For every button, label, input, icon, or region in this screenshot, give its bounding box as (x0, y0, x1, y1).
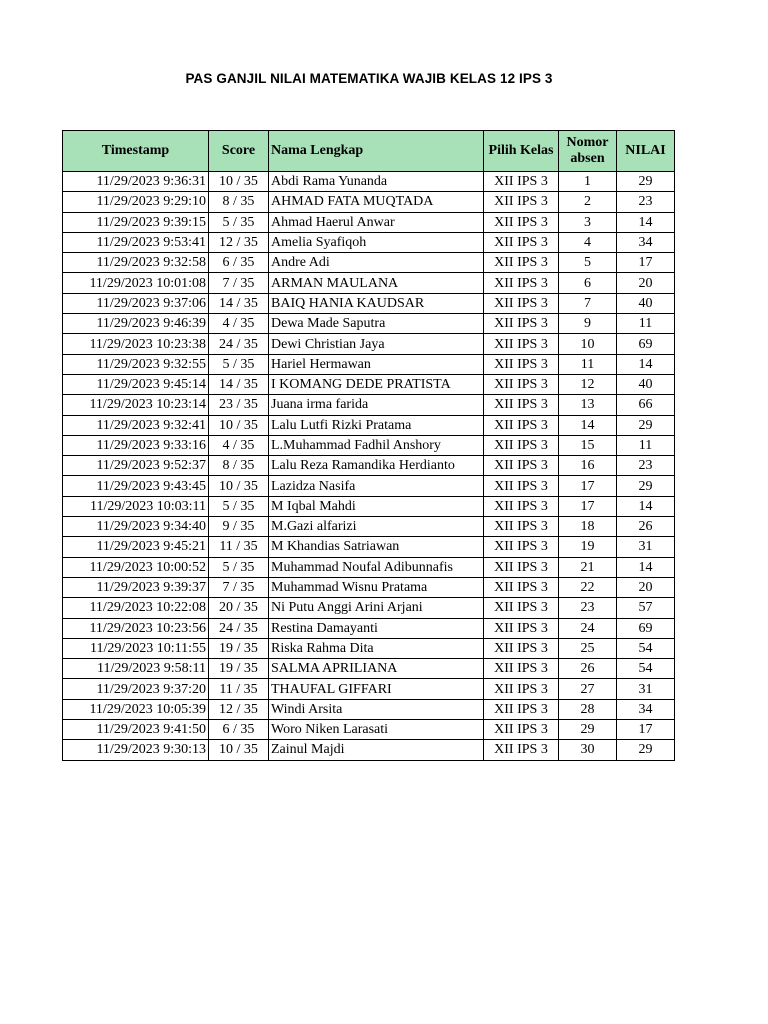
header-nomor-absen-line1: Nomor (566, 135, 609, 150)
table-row (63, 537, 675, 557)
cell-nomor-absen: 4 (559, 232, 617, 252)
cell-nilai: 69 (617, 334, 675, 354)
cell-nomor-absen: 10 (559, 334, 617, 354)
cell-pilih-kelas: XII IPS 3 (484, 192, 559, 212)
cell-timestamp: 11/29/2023 9:32:41 (63, 415, 209, 435)
table-row (63, 659, 675, 679)
document-title: PAS GANJIL NILAI MATEMATIKA WAJIB KELAS 12 IPS 3 (185, 71, 553, 86)
table-row (63, 557, 675, 577)
table-row (63, 293, 675, 313)
cell-nilai: 23 (617, 456, 675, 476)
table-row (63, 435, 675, 455)
cell-nama-lengkap: M Iqbal Mahdi (269, 496, 484, 516)
cell-nama-lengkap: Muhammad Noufal Adibunnafis (269, 557, 484, 577)
cell-score: 12 / 35 (209, 232, 269, 252)
cell-pilih-kelas: XII IPS 3 (484, 172, 559, 192)
cell-nomor-absen: 23 (559, 598, 617, 618)
header-nama-lengkap: Nama Lengkap (269, 131, 484, 172)
cell-score: 6 / 35 (209, 720, 269, 740)
cell-score: 24 / 35 (209, 334, 269, 354)
cell-pilih-kelas: XII IPS 3 (484, 659, 559, 679)
cell-nilai: 54 (617, 638, 675, 658)
cell-timestamp: 11/29/2023 10:23:56 (63, 618, 209, 638)
cell-nilai: 29 (617, 740, 675, 760)
cell-timestamp: 11/29/2023 9:29:10 (63, 192, 209, 212)
cell-nama-lengkap: SALMA APRILIANA (269, 659, 484, 679)
cell-score: 11 / 35 (209, 537, 269, 557)
cell-score: 10 / 35 (209, 740, 269, 760)
cell-pilih-kelas: XII IPS 3 (484, 496, 559, 516)
cell-nomor-absen: 18 (559, 517, 617, 537)
cell-nilai: 20 (617, 273, 675, 293)
table-header-row (63, 131, 675, 172)
cell-nama-lengkap: Hariel Hermawan (269, 354, 484, 374)
cell-nama-lengkap: Abdi Rama Yunanda (269, 172, 484, 192)
table-row (63, 374, 675, 394)
table-row (63, 496, 675, 516)
cell-nilai: 11 (617, 435, 675, 455)
cell-nomor-absen: 14 (559, 415, 617, 435)
cell-nilai: 40 (617, 374, 675, 394)
cell-nomor-absen: 24 (559, 618, 617, 638)
cell-nomor-absen: 12 (559, 374, 617, 394)
cell-timestamp: 11/29/2023 9:39:15 (63, 212, 209, 232)
cell-pilih-kelas: XII IPS 3 (484, 598, 559, 618)
header-nilai: NILAI (617, 131, 675, 172)
cell-timestamp: 11/29/2023 9:45:21 (63, 537, 209, 557)
cell-nomor-absen: 29 (559, 720, 617, 740)
cell-nama-lengkap: Lalu Lutfi Rizki Pratama (269, 415, 484, 435)
cell-nama-lengkap: Dewa Made Saputra (269, 314, 484, 334)
cell-nama-lengkap: Lalu Reza Ramandika Herdianto (269, 456, 484, 476)
cell-timestamp: 11/29/2023 10:00:52 (63, 557, 209, 577)
cell-nama-lengkap: Amelia Syafiqoh (269, 232, 484, 252)
cell-score: 5 / 35 (209, 212, 269, 232)
cell-pilih-kelas: XII IPS 3 (484, 253, 559, 273)
cell-pilih-kelas: XII IPS 3 (484, 638, 559, 658)
cell-nilai: 14 (617, 496, 675, 516)
cell-score: 14 / 35 (209, 293, 269, 313)
cell-nama-lengkap: BAIQ HANIA KAUDSAR (269, 293, 484, 313)
header-nomor-absen (559, 131, 617, 172)
cell-timestamp: 11/29/2023 9:37:20 (63, 679, 209, 699)
cell-score: 6 / 35 (209, 253, 269, 273)
cell-nilai: 11 (617, 314, 675, 334)
cell-nilai: 40 (617, 293, 675, 313)
cell-nilai: 69 (617, 618, 675, 638)
table-row (63, 720, 675, 740)
cell-nomor-absen: 21 (559, 557, 617, 577)
cell-score: 5 / 35 (209, 354, 269, 374)
table-row (63, 476, 675, 496)
cell-timestamp: 11/29/2023 9:33:16 (63, 435, 209, 455)
cell-nilai: 34 (617, 699, 675, 719)
cell-nilai: 66 (617, 395, 675, 415)
cell-nilai: 29 (617, 172, 675, 192)
cell-nama-lengkap: Zainul Majdi (269, 740, 484, 760)
cell-nama-lengkap: AHMAD FATA MUQTADA (269, 192, 484, 212)
cell-pilih-kelas: XII IPS 3 (484, 354, 559, 374)
cell-score: 4 / 35 (209, 435, 269, 455)
cell-score: 9 / 35 (209, 517, 269, 537)
cell-pilih-kelas: XII IPS 3 (484, 537, 559, 557)
cell-nilai: 31 (617, 679, 675, 699)
cell-timestamp: 11/29/2023 9:32:58 (63, 253, 209, 273)
cell-pilih-kelas: XII IPS 3 (484, 577, 559, 597)
cell-nilai: 54 (617, 659, 675, 679)
cell-score: 7 / 35 (209, 577, 269, 597)
cell-timestamp: 11/29/2023 9:45:14 (63, 374, 209, 394)
cell-timestamp: 11/29/2023 10:23:38 (63, 334, 209, 354)
cell-nomor-absen: 17 (559, 476, 617, 496)
cell-nama-lengkap: L.Muhammad Fadhil Anshory (269, 435, 484, 455)
cell-nilai: 29 (617, 415, 675, 435)
cell-pilih-kelas: XII IPS 3 (484, 699, 559, 719)
cell-nomor-absen: 5 (559, 253, 617, 273)
table-row (63, 395, 675, 415)
cell-score: 11 / 35 (209, 679, 269, 699)
cell-timestamp: 11/29/2023 9:52:37 (63, 456, 209, 476)
cell-nomor-absen: 30 (559, 740, 617, 760)
cell-pilih-kelas: XII IPS 3 (484, 293, 559, 313)
cell-nomor-absen: 1 (559, 172, 617, 192)
cell-timestamp: 11/29/2023 9:30:13 (63, 740, 209, 760)
cell-nomor-absen: 27 (559, 679, 617, 699)
cell-pilih-kelas: XII IPS 3 (484, 212, 559, 232)
cell-pilih-kelas: XII IPS 3 (484, 435, 559, 455)
cell-score: 7 / 35 (209, 273, 269, 293)
cell-score: 14 / 35 (209, 374, 269, 394)
cell-nilai: 29 (617, 476, 675, 496)
cell-score: 10 / 35 (209, 172, 269, 192)
cell-nama-lengkap: ARMAN MAULANA (269, 273, 484, 293)
cell-pilih-kelas: XII IPS 3 (484, 415, 559, 435)
cell-nama-lengkap: Ni Putu Anggi Arini Arjani (269, 598, 484, 618)
table-row (63, 232, 675, 252)
cell-nilai: 23 (617, 192, 675, 212)
cell-nilai: 26 (617, 517, 675, 537)
cell-score: 20 / 35 (209, 598, 269, 618)
cell-pilih-kelas: XII IPS 3 (484, 395, 559, 415)
cell-nomor-absen: 3 (559, 212, 617, 232)
cell-timestamp: 11/29/2023 10:03:11 (63, 496, 209, 516)
table-row (63, 172, 675, 192)
cell-score: 10 / 35 (209, 415, 269, 435)
cell-nomor-absen: 9 (559, 314, 617, 334)
table-row (63, 273, 675, 293)
cell-nilai: 17 (617, 253, 675, 273)
table-row (63, 638, 675, 658)
cell-nama-lengkap: THAUFAL GIFFARI (269, 679, 484, 699)
cell-nilai: 34 (617, 232, 675, 252)
cell-timestamp: 11/29/2023 9:36:31 (63, 172, 209, 192)
table-row (63, 598, 675, 618)
cell-nama-lengkap: Riska Rahma Dita (269, 638, 484, 658)
cell-timestamp: 11/29/2023 9:53:41 (63, 232, 209, 252)
cell-score: 5 / 35 (209, 557, 269, 577)
cell-nama-lengkap: Windi Arsita (269, 699, 484, 719)
cell-nama-lengkap: Andre Adi (269, 253, 484, 273)
cell-pilih-kelas: XII IPS 3 (484, 476, 559, 496)
cell-nilai: 20 (617, 577, 675, 597)
cell-nomor-absen: 2 (559, 192, 617, 212)
cell-pilih-kelas: XII IPS 3 (484, 374, 559, 394)
header-timestamp: Timestamp (63, 131, 209, 172)
cell-pilih-kelas: XII IPS 3 (484, 314, 559, 334)
cell-pilih-kelas: XII IPS 3 (484, 456, 559, 476)
table-row (63, 415, 675, 435)
cell-nilai: 14 (617, 557, 675, 577)
table-row (63, 679, 675, 699)
cell-score: 12 / 35 (209, 699, 269, 719)
cell-nama-lengkap: Muhammad Wisnu Pratama (269, 577, 484, 597)
cell-timestamp: 11/29/2023 9:32:55 (63, 354, 209, 374)
cell-score: 4 / 35 (209, 314, 269, 334)
cell-nomor-absen: 13 (559, 395, 617, 415)
cell-timestamp: 11/29/2023 10:05:39 (63, 699, 209, 719)
cell-timestamp: 11/29/2023 9:34:40 (63, 517, 209, 537)
cell-pilih-kelas: XII IPS 3 (484, 740, 559, 760)
cell-nilai: 14 (617, 354, 675, 374)
cell-timestamp: 11/29/2023 10:22:08 (63, 598, 209, 618)
cell-score: 23 / 35 (209, 395, 269, 415)
table-row (63, 618, 675, 638)
cell-nama-lengkap: Ahmad Haerul Anwar (269, 212, 484, 232)
cell-score: 10 / 35 (209, 476, 269, 496)
table-row (63, 334, 675, 354)
cell-nilai: 57 (617, 598, 675, 618)
cell-nama-lengkap: M.Gazi alfarizi (269, 517, 484, 537)
cell-nomor-absen: 15 (559, 435, 617, 455)
cell-nama-lengkap: Woro Niken Larasati (269, 720, 484, 740)
table-body (63, 172, 675, 761)
cell-timestamp: 11/29/2023 9:58:11 (63, 659, 209, 679)
table-row (63, 253, 675, 273)
cell-nilai: 17 (617, 720, 675, 740)
header-nomor-absen-line2: absen (570, 151, 605, 166)
cell-pilih-kelas: XII IPS 3 (484, 273, 559, 293)
header-pilih-kelas: Pilih Kelas (484, 131, 559, 172)
cell-nama-lengkap: Dewi Christian Jaya (269, 334, 484, 354)
cell-pilih-kelas: XII IPS 3 (484, 517, 559, 537)
header-score: Score (209, 131, 269, 172)
table-row (63, 740, 675, 760)
cell-nilai: 31 (617, 537, 675, 557)
cell-nomor-absen: 16 (559, 456, 617, 476)
cell-nama-lengkap: I KOMANG DEDE PRATISTA (269, 374, 484, 394)
cell-nomor-absen: 28 (559, 699, 617, 719)
table-row (63, 456, 675, 476)
cell-score: 8 / 35 (209, 192, 269, 212)
cell-nomor-absen: 25 (559, 638, 617, 658)
cell-timestamp: 11/29/2023 10:01:08 (63, 273, 209, 293)
cell-nomor-absen: 11 (559, 354, 617, 374)
table-row (63, 314, 675, 334)
cell-timestamp: 11/29/2023 9:43:45 (63, 476, 209, 496)
cell-nomor-absen: 19 (559, 537, 617, 557)
cell-pilih-kelas: XII IPS 3 (484, 557, 559, 577)
cell-pilih-kelas: XII IPS 3 (484, 334, 559, 354)
cell-nilai: 14 (617, 212, 675, 232)
cell-nama-lengkap: Juana irma farida (269, 395, 484, 415)
cell-pilih-kelas: XII IPS 3 (484, 679, 559, 699)
table-row (63, 577, 675, 597)
cell-nama-lengkap: M Khandias Satriawan (269, 537, 484, 557)
cell-pilih-kelas: XII IPS 3 (484, 720, 559, 740)
cell-pilih-kelas: XII IPS 3 (484, 232, 559, 252)
table-row (63, 212, 675, 232)
cell-nomor-absen: 26 (559, 659, 617, 679)
table-row (63, 699, 675, 719)
cell-nama-lengkap: Restina Damayanti (269, 618, 484, 638)
cell-timestamp: 11/29/2023 9:39:37 (63, 577, 209, 597)
cell-nomor-absen: 17 (559, 496, 617, 516)
cell-score: 24 / 35 (209, 618, 269, 638)
table-row (63, 517, 675, 537)
cell-pilih-kelas: XII IPS 3 (484, 618, 559, 638)
cell-nomor-absen: 6 (559, 273, 617, 293)
cell-score: 8 / 35 (209, 456, 269, 476)
cell-timestamp: 11/29/2023 10:23:14 (63, 395, 209, 415)
cell-score: 5 / 35 (209, 496, 269, 516)
cell-nama-lengkap: Lazidza Nasifa (269, 476, 484, 496)
cell-timestamp: 11/29/2023 9:37:06 (63, 293, 209, 313)
grades-table (62, 130, 675, 761)
cell-timestamp: 11/29/2023 10:11:55 (63, 638, 209, 658)
cell-score: 19 / 35 (209, 659, 269, 679)
cell-timestamp: 11/29/2023 9:41:50 (63, 720, 209, 740)
cell-nomor-absen: 7 (559, 293, 617, 313)
cell-nomor-absen: 22 (559, 577, 617, 597)
table-row (63, 354, 675, 374)
cell-score: 19 / 35 (209, 638, 269, 658)
table-row (63, 192, 675, 212)
cell-timestamp: 11/29/2023 9:46:39 (63, 314, 209, 334)
